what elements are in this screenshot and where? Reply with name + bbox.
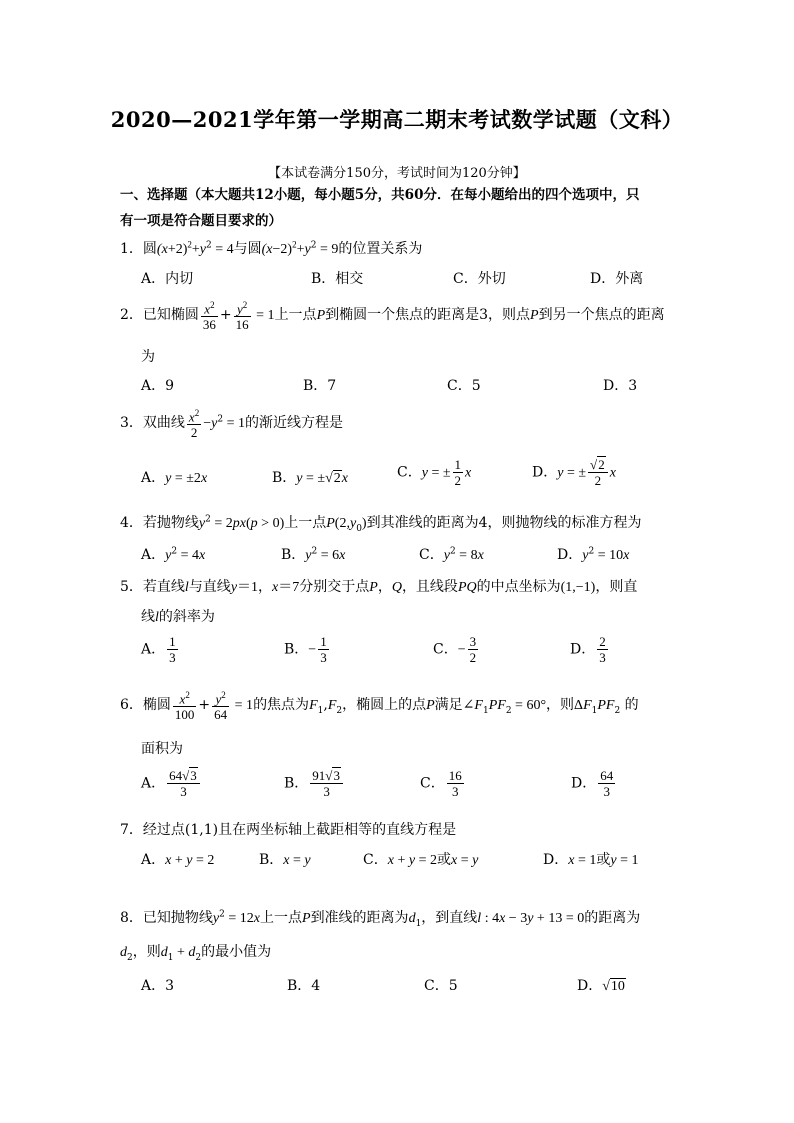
section-heading-line2: 有一项是符合题目要求的） (120, 213, 282, 229)
q6-option-c[interactable]: C． $\frac{16}{3}$ (420, 768, 462, 799)
question-7: 7．经过点(1,1)且在两坐标轴上截距相等的直线方程是 (120, 822, 457, 838)
q2-option-d[interactable]: D．3 (603, 378, 638, 394)
q3-option-a[interactable]: A．y = ±2x (141, 470, 208, 486)
q5-option-a[interactable]: A． $\frac{1}{3}$ (141, 634, 176, 665)
section-heading-line1: 一、选择题（本大题共12小题，每小题5分，共60分．在每小题给出的四个选项中，只 (120, 187, 640, 203)
q1-option-b[interactable]: B．相交 (311, 271, 364, 287)
q4-option-a[interactable]: A．$y^2 = 4x$ (141, 546, 206, 563)
q2-option-a[interactable]: A．9 (141, 378, 175, 394)
q3-option-b[interactable]: B．y = ±√2x (272, 470, 349, 486)
q8-option-c[interactable]: C．5 (424, 978, 458, 994)
q6-option-d[interactable]: D． $\frac{64}{3}$ (571, 768, 614, 799)
exam-note: 【本试卷满分150分，考试时间为120分钟】 (268, 166, 526, 181)
question-5-line2: 线l的斜率为 (141, 609, 215, 625)
q8-option-b[interactable]: B．4 (287, 978, 321, 994)
question-1: 1．圆$(x+2)^2+y^2 = 4$与圆$(x-2)^2+y^2 = 9$的位置关系为 (120, 239, 423, 257)
q6-option-a[interactable]: A． $\frac{64√3}{3}$ (141, 768, 202, 799)
q5-option-c[interactable]: C．− $\frac{3}{2}$ (433, 634, 477, 665)
question-5: 5．若直线l与直线y＝1，x＝7分别交于点P，Q，且线段PQ的中点坐标为(1,−1)，则直 (120, 579, 638, 595)
question-8: 8．已知抛物线$y^2 = 12x$上一点P到准线的距离为$d_1$，到直线l : 4x − 3y + 13 = 0的距离为 (120, 909, 641, 929)
q7-option-a[interactable]: A．x + y = 2 (141, 852, 215, 868)
question-8-line2: $d_2$，则$d_1 + d_2$的最小值为 (120, 944, 272, 963)
q8-option-a[interactable]: A．3 (141, 978, 175, 994)
question-3: 3．双曲线 $\frac{x^2}{2}$ $-y^2 = 1$的渐近线方程是 (120, 408, 343, 441)
q6-option-b[interactable]: B． $\frac{91√3}{3}$ (284, 768, 345, 799)
q3-option-c[interactable]: C．y = ± $\frac{1}{2}$ x (397, 457, 472, 488)
q1-option-d[interactable]: D．外离 (590, 271, 644, 287)
question-2: 2．已知椭圆 $\frac{x^2}{36}$ + $\frac{y^2}{16}$ = 1上一点P到椭圆一个焦点的距离是3，则点P到另一个焦点的距离 (120, 300, 665, 333)
q3-option-d[interactable]: D．y = ± $\frac{√2}{2}$ x (532, 457, 616, 488)
q2-option-c[interactable]: C．5 (447, 378, 481, 394)
q1-option-a[interactable]: A．内切 (141, 271, 194, 287)
q8-option-d[interactable]: D．√10 (577, 978, 625, 994)
q7-option-c[interactable]: C．x + y = 2或x = y (363, 852, 479, 868)
question-6: 6．椭圆 $\frac{x^2}{100}$ + $\frac{y^2}{64}$ = 1的焦点为$F_1,F_2$，椭圆上的点P满足$\angle F_1PF_2 = 60^\circ$，则$\Delta F_1PF_2$ 的 (120, 690, 639, 723)
q5-option-d[interactable]: D． $\frac{2}{3}$ (570, 634, 606, 665)
q4-option-b[interactable]: B．$y^2 = 6x$ (281, 546, 346, 563)
q7-option-d[interactable]: D．x = 1或y = 1 (543, 852, 639, 868)
question-2-line2: 为 (141, 349, 155, 365)
q4-option-d[interactable]: D．$y^2 = 10x$ (557, 546, 630, 563)
q1-option-c[interactable]: C．外切 (453, 271, 506, 287)
q5-option-b[interactable]: B．− $\frac{1}{3}$ (284, 634, 327, 665)
q2-option-b[interactable]: B．7 (303, 378, 337, 394)
question-4: 4．若抛物线$y^2 = 2px(p > 0)$上一点$P(2,y_0)$到其准线的距离为4，则抛物线的标准方程为 (120, 514, 642, 534)
question-6-line2: 面积为 (141, 741, 183, 757)
q7-option-b[interactable]: B．x = y (259, 852, 311, 868)
page-title: 2020—2021学年第一学期高二期末考试数学试题（文科） (110, 107, 684, 132)
q4-option-c[interactable]: C．$y^2 = 8x$ (419, 546, 484, 563)
